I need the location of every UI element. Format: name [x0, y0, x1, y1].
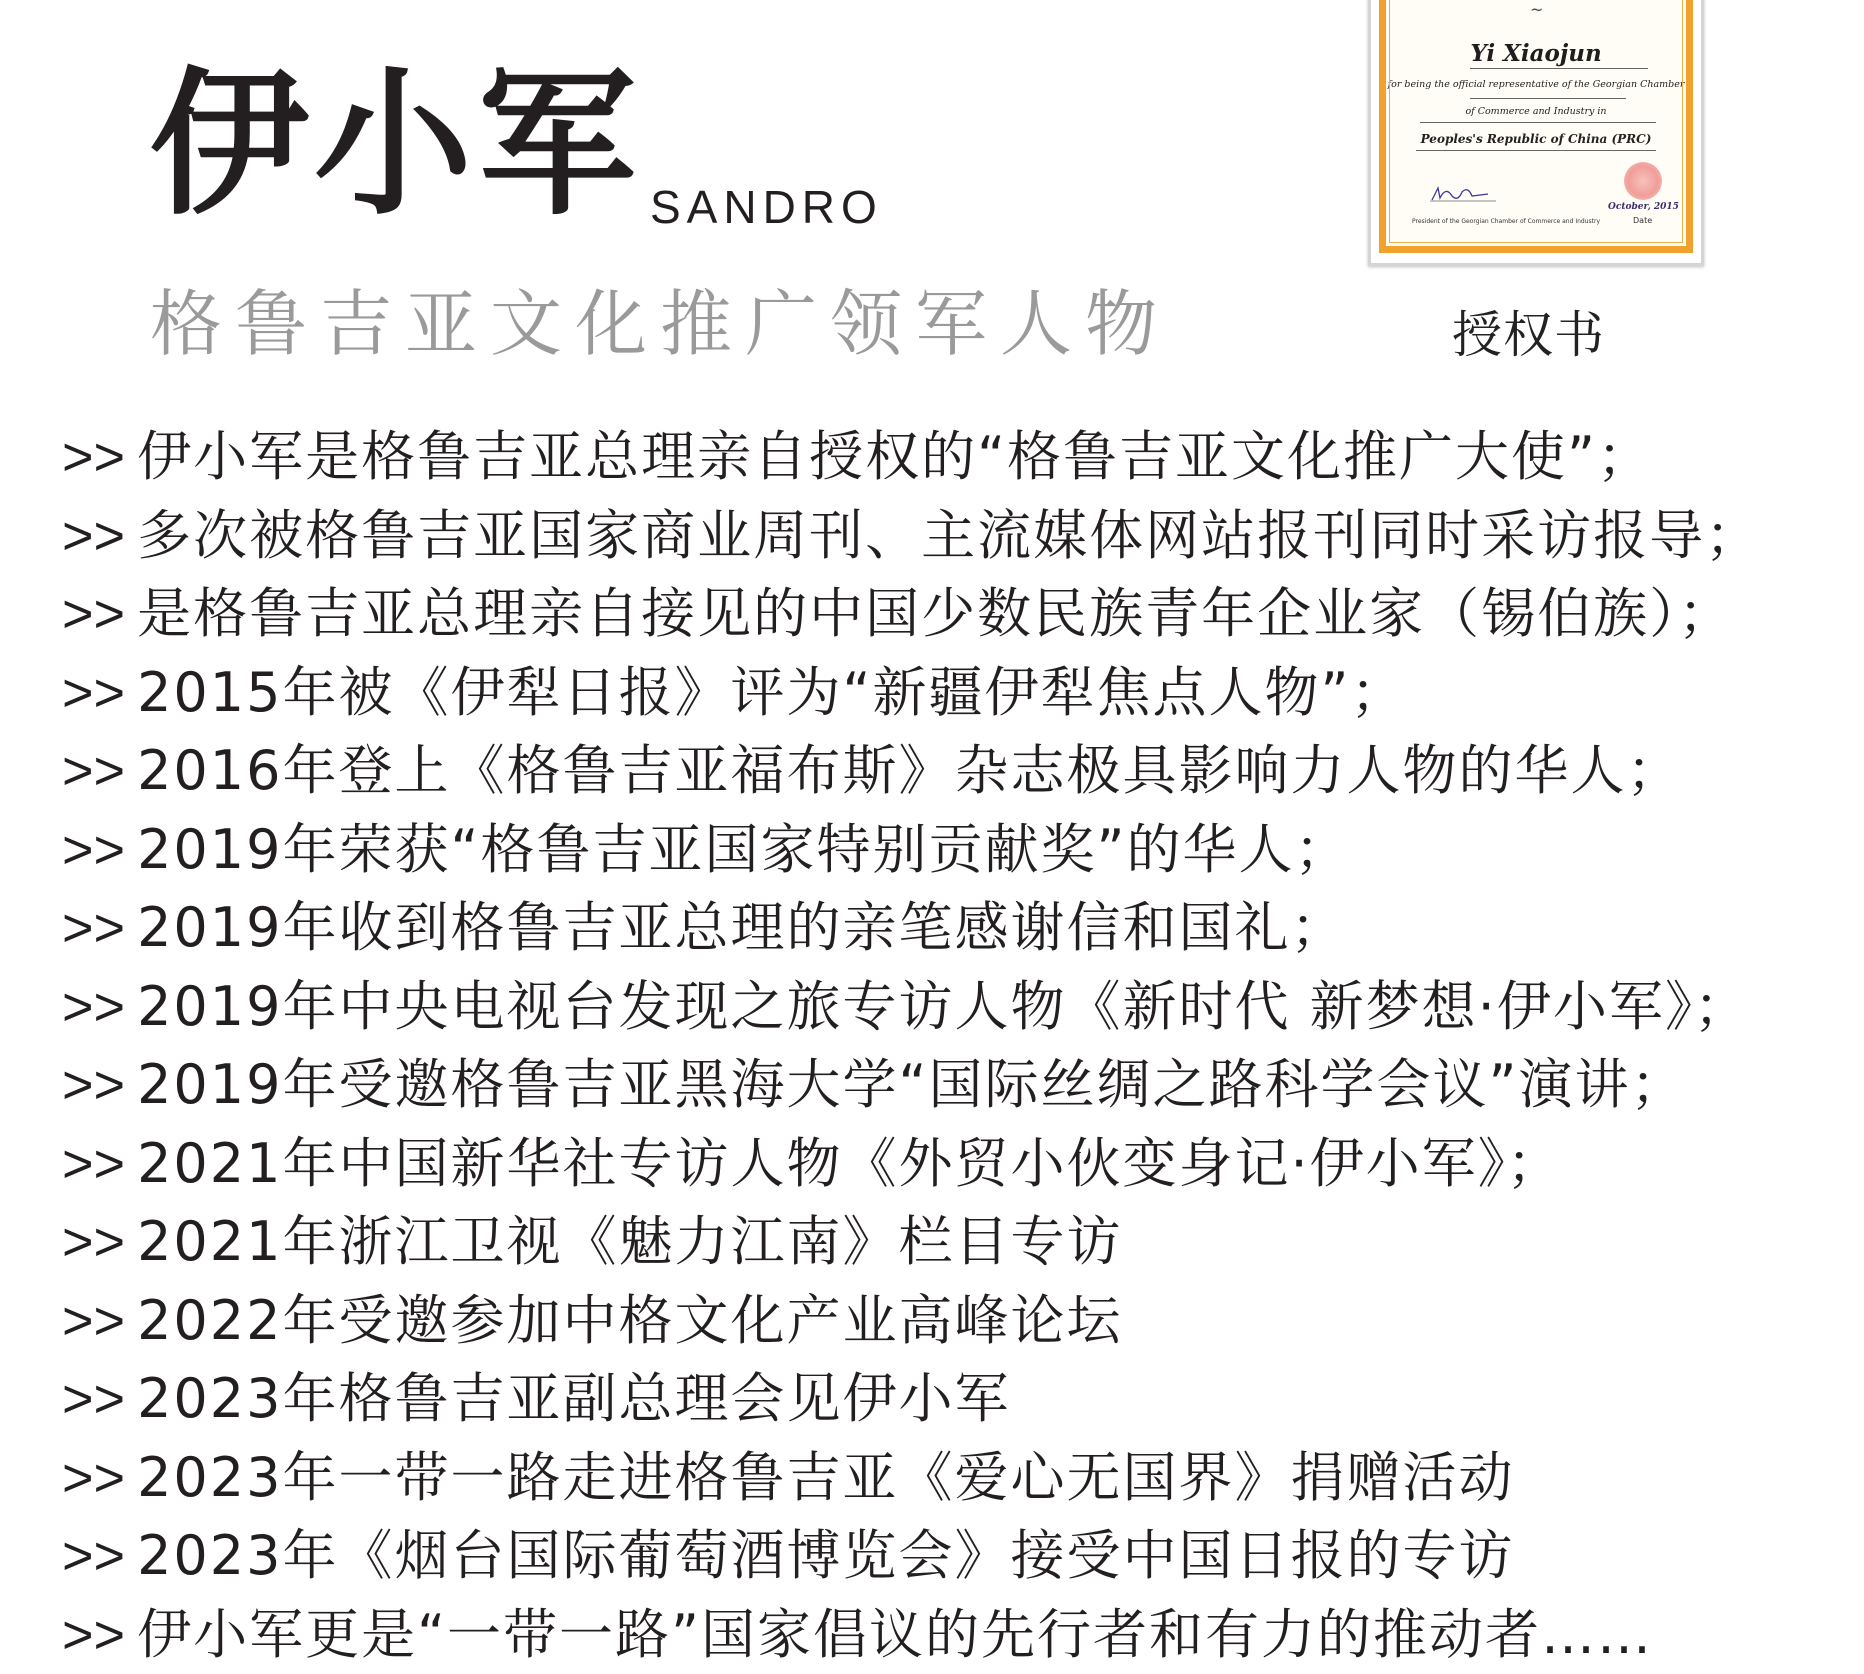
signature-icon [1428, 182, 1498, 204]
flourish-icon: ~ [1530, 0, 1544, 19]
certificate-recipient: Yi Xiaojun [1470, 40, 1602, 67]
list-bullet: >> [62, 427, 126, 487]
certificate-divider [1470, 98, 1626, 99]
list-bullet: >> [62, 1447, 126, 1508]
list-item-text: 2023年《烟台国际葡萄酒博览会》接受中国日报的专访 [137, 1524, 1515, 1587]
name-english: SANDRO [650, 181, 883, 233]
list-item [62, 1046, 1852, 1125]
list-item [62, 1203, 1852, 1282]
certificate-president-label: President of the Georgian Chamber of Commerce and Industry [1412, 218, 1601, 225]
list-bullet: >> [62, 505, 126, 566]
list-item-text: 2023年一带一路走进格鲁吉亚《爱心无国界》捐赠活动 [137, 1445, 1515, 1509]
list-bullet: >> [62, 1604, 126, 1665]
list-item-text: 2019年中央电视台发现之旅专访人物《新时代 新梦想·伊小军》； [137, 974, 1750, 1038]
list-item-text: 2016年登上《格鲁吉亚福布斯》杂志极具影响力人物的华人； [137, 739, 1683, 802]
list-item-text: 2022年受邀参加中格文化产业高峰论坛 [137, 1288, 1123, 1352]
certificate-divider [1416, 150, 1656, 151]
list-item [62, 968, 1852, 1047]
subtitle: 格鲁吉亚文化推广领军人物 [150, 282, 1171, 366]
certificate-caption: 授权书 [1452, 306, 1605, 364]
certificate-date-label: Date [1633, 216, 1653, 225]
list-item [62, 811, 1852, 890]
list-bullet: >> [62, 741, 126, 801]
list-item [62, 575, 1852, 654]
list-bullet: >> [62, 976, 126, 1037]
seal-icon [1624, 162, 1662, 200]
certificate-image [1368, 0, 1704, 266]
list-item-text: 是格鲁吉亚总理亲自接见的中国少数民族青年企业家（锡伯族）； [137, 582, 1735, 645]
list-item [62, 1360, 1852, 1439]
certificate-divider [1420, 122, 1656, 123]
list-item [62, 1517, 1852, 1596]
list-bullet: >> [62, 1369, 126, 1429]
list-item-text: 2019年受邀格鲁吉亚黑海大学“国际丝绸之路科学会议”演讲； [137, 1053, 1687, 1116]
list-bullet: >> [62, 1290, 126, 1351]
achievement-list [62, 418, 1852, 1674]
name-title: 伊小军 [150, 53, 642, 237]
certificate-date: October, 2015 [1608, 202, 1679, 212]
list-bullet: >> [62, 1526, 126, 1586]
list-item [62, 1596, 1852, 1674]
list-item-text: 2019年收到格鲁吉亚总理的亲笔感谢信和国礼； [137, 896, 1347, 959]
certificate-line-3: Peoples's Republic of China (PRC) [1420, 132, 1652, 146]
list-item [62, 1439, 1852, 1518]
certificate-divider [1470, 68, 1648, 69]
certificate-line-1: for being the official representative of the Georgian Chamber [1387, 79, 1685, 90]
list-bullet: >> [62, 898, 126, 958]
list-item-text: 伊小军是格鲁吉亚总理亲自授权的“格鲁吉亚文化推广大使”； [137, 425, 1654, 488]
list-bullet: >> [62, 1133, 126, 1194]
certificate-frame [1379, 0, 1693, 253]
list-item [62, 654, 1852, 733]
list-item [62, 1125, 1852, 1204]
list-item-text: 2023年格鲁吉亚副总理会见伊小军 [137, 1367, 1011, 1430]
list-bullet: >> [62, 1055, 126, 1115]
list-item-text: 2015年被《伊犁日报》评为“新疆伊犁焦点人物”； [137, 660, 1407, 724]
list-item [62, 418, 1852, 497]
list-bullet: >> [62, 819, 126, 880]
list-item-text: 2021年中国新华社专访人物《外贸小伙变身记·伊小军》； [137, 1131, 1563, 1195]
certificate-line-2: of Commerce and Industry in [1465, 106, 1607, 117]
list-bullet: >> [62, 662, 126, 723]
list-bullet: >> [62, 1212, 126, 1272]
list-item [62, 889, 1852, 968]
list-item-text: 多次被格鲁吉亚国家商业周刊、主流媒体网站报刊同时采访报导； [137, 503, 1762, 567]
list-item-text: 伊小军更是“一带一路”国家倡议的先行者和有力的推动者…… [137, 1602, 1654, 1666]
list-item [62, 732, 1852, 811]
list-item [62, 1282, 1852, 1361]
list-item-text: 2019年荣获“格鲁吉亚国家特别贡献奖”的华人； [137, 817, 1351, 881]
list-item [62, 497, 1852, 576]
list-item-text: 2021年浙江卫视《魅力江南》栏目专访 [137, 1210, 1123, 1273]
list-bullet: >> [62, 584, 126, 644]
